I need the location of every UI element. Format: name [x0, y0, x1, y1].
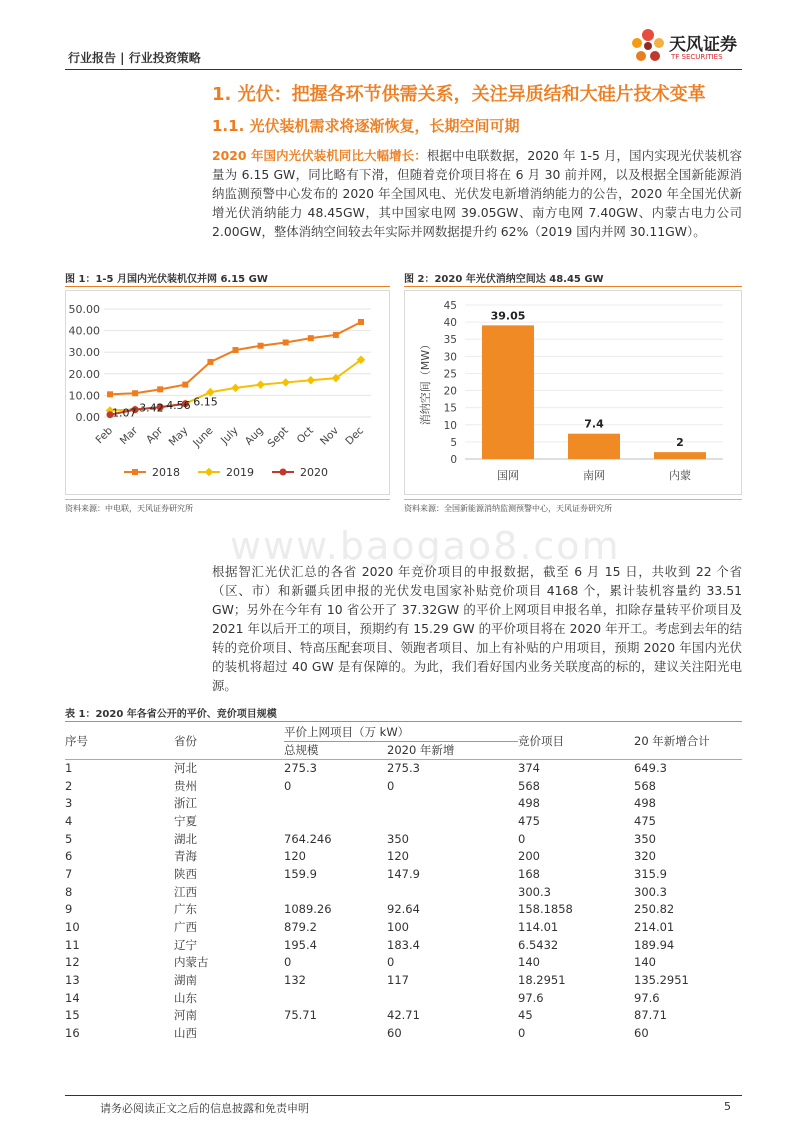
figure2-chart: [404, 290, 742, 495]
table-cell: 陕西: [174, 866, 197, 881]
figure1-chart: [65, 290, 390, 495]
table-row: [65, 971, 742, 989]
table-cell: [284, 989, 387, 1007]
y-tick-label: 15: [443, 402, 457, 415]
data-point-2019: [256, 380, 264, 388]
table-cell: 189.94: [634, 937, 675, 952]
y-tick-label: 25: [443, 368, 457, 381]
table-row: [65, 865, 742, 883]
table-cell: 0: [284, 955, 292, 970]
page-number: 5: [724, 1100, 731, 1113]
table-cell: 250.82: [634, 902, 675, 917]
table-cell: 贵州: [174, 778, 197, 793]
table-cell: 275.3: [284, 761, 317, 776]
table-cell: 15: [65, 1008, 80, 1023]
table-cell: 120: [284, 849, 306, 864]
table-cell: [284, 1024, 387, 1042]
watermark: www.baogao8.com: [230, 524, 621, 568]
legend-label: 2018: [152, 466, 180, 479]
table-row: [65, 936, 742, 954]
table-cell: 97.6: [518, 990, 544, 1005]
table-cell: 14: [65, 990, 80, 1005]
table-cell: 168: [518, 866, 540, 881]
table-cell: 6.5432: [518, 937, 559, 952]
table-cell: 广西: [174, 920, 197, 935]
line-chart: [66, 291, 389, 494]
y-tick-label: 35: [443, 334, 457, 347]
paragraph-bidding: 根据智汇光伏汇总的各省 2020 年竞价项目的申报数据，截至 6 月 15 日，共收到 22 个省（区、市）和新疆兵团申报的光伏发电国家补贴竞价项目 4168 个，累计装机容量约 33.51 GW；另外在今年有 10 省公开了 37.32GW 的平价上网项目申报名单，扣除存量转平价项目及 2021 年以后开工的项目，预期约有 15.29 GW 的平价项目将在 2020 年开工。考虑到去年的结转的竞价项目、特高压配套项目、领跑者项目、加上有补贴的户用项目，预期 2020 年国内光伏的装机将超过 40 GW 是有保障的。为此，我们看好国内业务关联度高的标的，建议关注阳光电源。: [212, 564, 742, 693]
data-point-2018: [358, 319, 364, 325]
table-cell: 2: [65, 778, 73, 793]
x-tick-label: 内蒙: [669, 469, 691, 482]
bar-chart: [405, 291, 741, 494]
table-cell: 42.71: [387, 1008, 420, 1023]
table-cell: 315.9: [634, 866, 667, 881]
data-label: 1.07: [112, 406, 137, 420]
x-tick-label: Sept: [265, 424, 291, 451]
table-cell: [387, 812, 518, 830]
table-title: 表 1：2020 年各省公开的平价、竞价项目规模: [65, 709, 277, 720]
footer-divider: [65, 1095, 742, 1096]
table-cell: 60: [634, 1026, 649, 1041]
footer-disclaimer: 请务必阅读正文之后的信息披露和免责申明: [100, 1102, 309, 1115]
data-point-2018: [107, 391, 113, 397]
figure2-rule: [404, 286, 742, 287]
figure2-title: 图 2：2020 年光伏消纳空间达 48.45 GW: [404, 274, 604, 285]
table-row: [65, 1007, 742, 1025]
y-tick-label: 0: [450, 454, 457, 466]
figure2-source: 资料来源：全国新能源消纳监测预警中心，天风证券研究所: [404, 504, 612, 513]
table-cell: 山东: [174, 990, 197, 1005]
bar-内蒙: [654, 452, 706, 459]
table-cell: [387, 794, 518, 812]
data-point-2018: [308, 335, 314, 341]
table-cell: 0: [387, 955, 395, 970]
data-point-2019: [231, 384, 239, 392]
table-cell: 45: [518, 1008, 533, 1023]
y-tick-label: 0.00: [75, 411, 100, 424]
x-tick-label: Oct: [294, 424, 316, 446]
data-point-2018: [283, 339, 289, 345]
table-cell: 0: [284, 778, 292, 793]
table-cell: 117: [387, 973, 409, 988]
col-new2020: 2020 年新增: [387, 741, 518, 759]
table-cell: 140: [518, 955, 540, 970]
x-tick-label: June: [190, 424, 216, 450]
x-tick-label: Feb: [93, 424, 116, 447]
data-point-2018: [233, 347, 239, 353]
paragraph-installation: [212, 146, 742, 241]
table-row: [65, 812, 742, 830]
table-cell: 114.01: [518, 920, 559, 935]
table-cell: 16: [65, 1026, 80, 1041]
table-row: [65, 954, 742, 972]
province-projects-table: [65, 723, 742, 1042]
table-row: [65, 901, 742, 919]
table-cell: 195.4: [284, 937, 317, 952]
data-label: 4.56: [166, 399, 191, 413]
table-cell: 300.3: [518, 884, 551, 899]
paragraph-body: 根据中电联数据，2020 年 1-5 月，国内实现光伏装机容量为 6.15 GW，同比略有下滑，但随着竞价项目将在 6 月 30 前并网，以及根据全国新能源消纳监测预警中心发布的 2020 年全国风电、光伏发电新增消纳能力的公告，2020 年全国光伏新增光伏消纳能力 48.45GW，其中国家电网 39.05GW、南方电网 7.40GW、内蒙古电力公司 2.00GW，整体消纳空间较去年实际并网数据提升约 62%（2019 国内并网 30.11GW）。: [212, 148, 742, 239]
y-tick-label: 10.00: [68, 389, 100, 403]
table-cell: 18.2951: [518, 973, 566, 988]
y-tick-label: 30.00: [68, 346, 100, 360]
table-cell: 147.9: [387, 866, 420, 881]
data-point-2018: [182, 382, 188, 388]
table-cell: 159.9: [284, 866, 317, 881]
data-point-2018: [157, 386, 163, 392]
table-cell: 河南: [174, 1008, 197, 1023]
table-cell: 江西: [174, 884, 197, 899]
table-row: [65, 777, 742, 795]
table-cell: 广东: [174, 902, 197, 917]
table-cell: 内蒙古: [174, 955, 209, 970]
table-cell: 1089.26: [284, 902, 332, 917]
x-tick-label: Mar: [117, 424, 141, 448]
table-cell: 140: [634, 955, 656, 970]
table-row: [65, 918, 742, 936]
table-cell: 宁夏: [174, 813, 197, 828]
table-row: [65, 847, 742, 865]
table-cell: 87.71: [634, 1008, 667, 1023]
data-label: 6.15: [193, 395, 218, 409]
bar-value-label: 7.4: [584, 417, 604, 431]
bar-国网: [482, 325, 534, 459]
company-logo: [628, 26, 748, 66]
col-seq: 序号: [65, 733, 88, 748]
series-line-2018: [110, 322, 361, 394]
table-cell: 350: [387, 831, 409, 846]
table-cell: 568: [634, 778, 656, 793]
table-cell: 97.6: [634, 990, 660, 1005]
col-sum: 20 年新增合计: [634, 733, 710, 748]
table-cell: 374: [518, 761, 540, 776]
legend-marker: [205, 468, 213, 476]
report-type-label: 行业报告 | 行业投资策略: [68, 51, 201, 65]
table-cell: 275.3: [387, 761, 420, 776]
table-cell: 6: [65, 849, 73, 864]
y-tick-label: 10: [443, 419, 457, 432]
x-tick-label: July: [218, 424, 241, 447]
table-cell: 200: [518, 849, 540, 864]
header-divider: [65, 69, 742, 70]
table-cell: 11: [65, 937, 80, 952]
x-tick-label: May: [166, 424, 191, 449]
figure2-bottom-rule: [404, 499, 742, 500]
table-cell: 568: [518, 778, 540, 793]
table-cell: 3: [65, 796, 73, 811]
col-grid-parity-group: 平价上网项目（万 kW）: [284, 724, 410, 739]
table-cell: 92.64: [387, 902, 420, 917]
x-tick-label: Dec: [343, 424, 367, 448]
col-province: 省份: [174, 733, 197, 748]
data-label: 3.42: [139, 401, 164, 415]
table-cell: 498: [518, 796, 540, 811]
bar-南网: [568, 434, 620, 459]
table-cell: [284, 883, 387, 901]
table-cell: [284, 812, 387, 830]
figure1-bottom-rule: [65, 499, 390, 500]
table-cell: 100: [387, 920, 409, 935]
y-tick-label: 50.00: [68, 303, 100, 316]
table-cell: [387, 989, 518, 1007]
y-tick-label: 30: [443, 351, 457, 364]
table-cell: 214.01: [634, 920, 675, 935]
table-cell: 10: [65, 920, 80, 935]
figure1-source: 资料来源：中电联，天风证券研究所: [65, 504, 193, 513]
table-cell: 320: [634, 849, 656, 864]
table-cell: 8: [65, 884, 73, 899]
legend-label: 2020: [300, 466, 328, 479]
table-cell: 475: [518, 813, 540, 828]
y-tick-label: 45: [443, 300, 457, 312]
table-cell: 0: [518, 1026, 526, 1041]
table-cell: 湖北: [174, 831, 197, 846]
figure1-rule: [65, 286, 390, 287]
x-tick-label: Aug: [242, 424, 266, 448]
table-row: [65, 759, 742, 777]
table-row: [65, 883, 742, 901]
table-cell: 山西: [174, 1026, 197, 1041]
legend-marker: [280, 469, 287, 476]
table-row: [65, 794, 742, 812]
paragraph-highlight: 2020 年国内光伏装机同比大幅增长：: [212, 148, 427, 163]
data-point-2019: [307, 376, 315, 384]
table-cell: 183.4: [387, 937, 420, 952]
col-bid: 竞价项目: [518, 733, 564, 748]
table-cell: 0: [387, 778, 395, 793]
y-tick-label: 20.00: [68, 367, 100, 381]
table-cell: 1: [65, 761, 73, 776]
y-tick-label: 40.00: [68, 324, 100, 338]
legend-label: 2019: [226, 466, 254, 479]
table-cell: 青海: [174, 849, 197, 864]
table-rule: [65, 721, 742, 722]
data-point-2018: [333, 332, 339, 338]
data-point-2019: [281, 378, 289, 386]
subsection-heading: 1.1. 光伏装机需求将逐渐恢复，长期空间可期: [212, 117, 520, 135]
logo-chinese-name: 天风证券: [669, 35, 737, 55]
table-cell: 764.246: [284, 831, 332, 846]
table-cell: 4: [65, 813, 73, 828]
table-row: [65, 989, 742, 1007]
table-cell: 河北: [174, 761, 197, 776]
table-cell: 0: [518, 831, 526, 846]
table-cell: 75.71: [284, 1008, 317, 1023]
x-tick-label: Nov: [318, 424, 342, 448]
table-cell: 135.2951: [634, 973, 689, 988]
figure1-title: 图 1：1-5 月国内光伏装机仅并网 6.15 GW: [65, 274, 268, 285]
table-cell: 158.1858: [518, 902, 573, 917]
table-cell: 辽宁: [174, 937, 197, 952]
table-cell: 浙江: [174, 796, 197, 811]
table-cell: 5: [65, 831, 73, 846]
data-point-2018: [258, 343, 264, 349]
col-total: 总规模: [284, 741, 387, 759]
table-cell: 60: [387, 1026, 402, 1041]
data-point-2018: [207, 359, 213, 365]
y-tick-label: 20: [443, 385, 457, 398]
legend-marker: [132, 469, 138, 475]
data-point-2018: [132, 390, 138, 396]
table-cell: 9: [65, 902, 73, 917]
table-cell: [387, 883, 518, 901]
x-tick-label: Apr: [143, 424, 166, 446]
table-cell: 湖南: [174, 973, 197, 988]
logo-flower-icon: [628, 26, 668, 66]
x-tick-label: 国网: [497, 469, 519, 482]
bar-value-label: 2: [676, 436, 684, 450]
y-tick-label: 5: [450, 436, 457, 449]
table-cell: 7: [65, 866, 73, 881]
table-cell: 879.2: [284, 920, 317, 935]
table-cell: 350: [634, 831, 656, 846]
logo-english-name: TF SECURITIES: [671, 53, 723, 61]
table-cell: 132: [284, 973, 306, 988]
table-cell: [284, 794, 387, 812]
section-heading: 1. 光伏：把握各环节供需关系，关注异质结和大硅片技术变革: [212, 84, 706, 105]
table-cell: 120: [387, 849, 409, 864]
table-row: [65, 1024, 742, 1042]
x-tick-label: 南网: [583, 469, 605, 482]
y-tick-label: 40: [443, 317, 457, 330]
table-cell: 13: [65, 973, 80, 988]
table-cell: 475: [634, 813, 656, 828]
bar-value-label: 39.05: [490, 309, 526, 323]
table-cell: 300.3: [634, 884, 667, 899]
table-cell: 498: [634, 796, 656, 811]
table-cell: 12: [65, 955, 80, 970]
y-axis-label: 消纳空间（MW）: [419, 338, 432, 426]
table-cell: 649.3: [634, 761, 667, 776]
table-row: [65, 830, 742, 848]
